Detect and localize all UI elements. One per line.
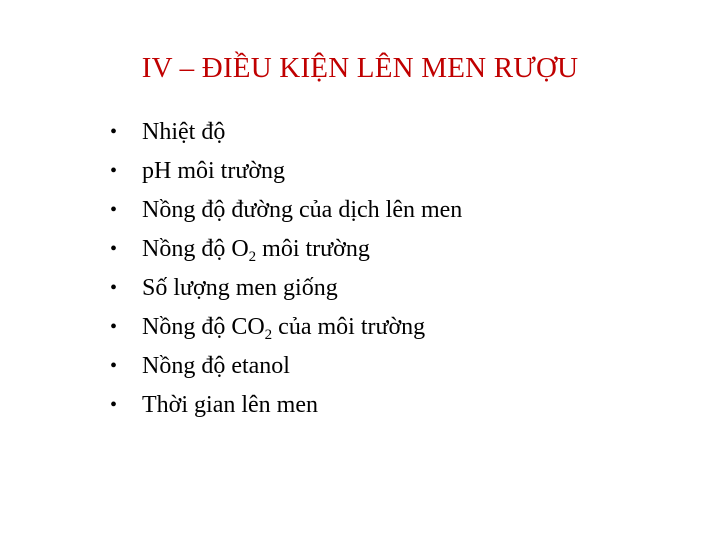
bullet-text: pH môi trường (142, 158, 286, 184)
bullet-icon: • (110, 160, 118, 182)
subscript: 2 (248, 249, 257, 265)
bullet-text: Nhiệt độ (142, 119, 226, 145)
bullet-icon: • (110, 394, 118, 416)
slide-title: IV – ĐIỀU KIỆN LÊN MEN RƯỢU (141, 52, 579, 84)
bullet-icon: • (110, 355, 118, 377)
bullet-text: Nồng độ đường của dịch lên men (142, 197, 463, 223)
bullet-text: Nồng độ $O_2$ môi trường (142, 236, 370, 265)
bullet-icon: • (110, 121, 118, 143)
bullet-text: Nồng độ etanol (142, 353, 290, 379)
bullet-icon: • (110, 316, 118, 338)
bullet-text: Thời gian lên men (142, 392, 318, 418)
bullet-icon: • (110, 277, 118, 299)
bullet-text: Số lượng men giống (142, 275, 338, 301)
bullet-icon: • (110, 199, 118, 221)
bullet-text: Nồng độ $CO_2$ của môi trường (142, 314, 426, 343)
bullet-icon: • (110, 238, 118, 260)
subscript: 2 (264, 327, 273, 343)
